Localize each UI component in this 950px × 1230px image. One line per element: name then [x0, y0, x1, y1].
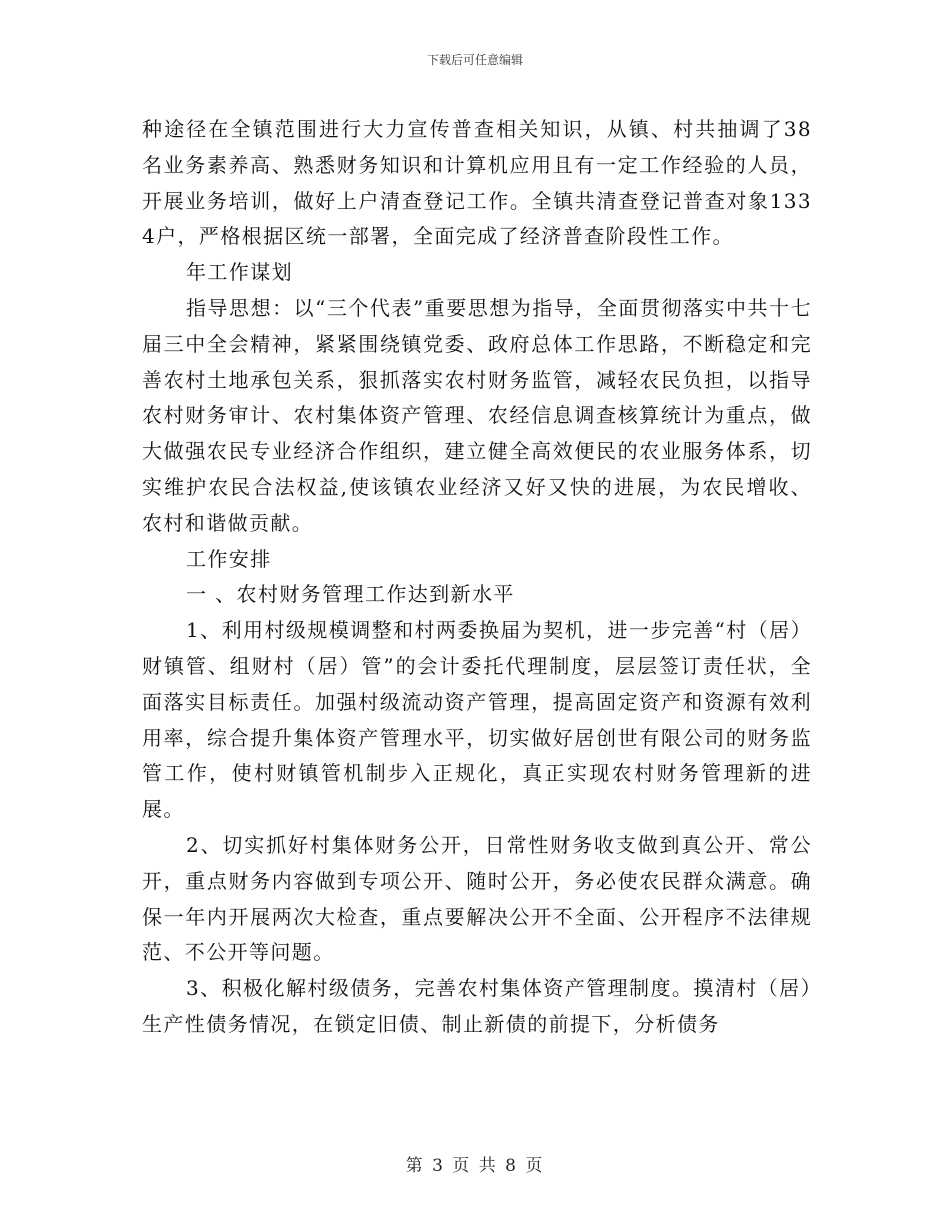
heading-section-one: 一 、农村财务管理工作达到新水平: [186, 582, 515, 607]
page-number: 第 3 页 共 8 页: [405, 1156, 545, 1176]
heading-annual-plan: 年工作谋划: [186, 260, 293, 285]
document-body: [142, 112, 812, 1043]
paragraph-item-1: 1、利用村级规模调整和村两委换届为契机，进一步完善“村（居）财镇管、组财村（居）管”的会计委托代理制度，层层签订责任状，全面落实目标责任。加强村级流动资产管理，提高固定资产和资源有效利用率，综合提升集体资产管理水平，切实做好居创世有限公司的财务监管工作，使村财镇管机制步入正规化，真正实现农村财务管理新的进展。: [142, 618, 812, 822]
page-header: 下载后可任意编辑: [426, 53, 523, 67]
paragraph-survey-continued: 种途径在全镇范围进行大力宣传普查相关知识，从镇、村共抽调了38名业务素养高、熟悉财务知识和计算机应用且有一定工作经验的人员，开展业务培训，做好上户清查登记工作。全镇共清查登记普查对象1334户，严格根据区统一部署，全面完成了经济普查阶段性工作。: [142, 117, 812, 249]
paragraph-item-2: 2、切实抓好村集体财务公开，日常性财务收支做到真公开、常公开，重点财务内容做到专项公开、随时公开，务必使农民群众满意。确保一年内开展两次大检查，重点要解决公开不全面、公开程序不法律规范、不公开等问题。: [142, 832, 812, 965]
heading-work-arrangement: 工作安排: [186, 546, 272, 571]
paragraph-guiding-ideology: 指导思想：以“三个代表”重要思想为指导，全面贯彻落实中共十七届三中全会精神，紧紧围绕镇党委、政府总体工作思路，不断稳定和完善农村土地承包关系，狠抓落实农村财务监管，减轻农民负担，以指导农村财务审计、农村集体资产管理、农经信息调查核算统计为重点，做大做强农民专业经济合作组织，建立健全高效便民的农业服务体系，切实维护农民合法权益,使该镇农业经济又好又快的进展，为农民增收、农村和谐做贡献。: [142, 295, 812, 535]
paragraph-item-3: 3、积极化解村级债务，完善农村集体资产管理制度。摸清村（居）生产性债务情况，在锁定旧债、制止新债的前提下，分析债务: [142, 976, 812, 1036]
